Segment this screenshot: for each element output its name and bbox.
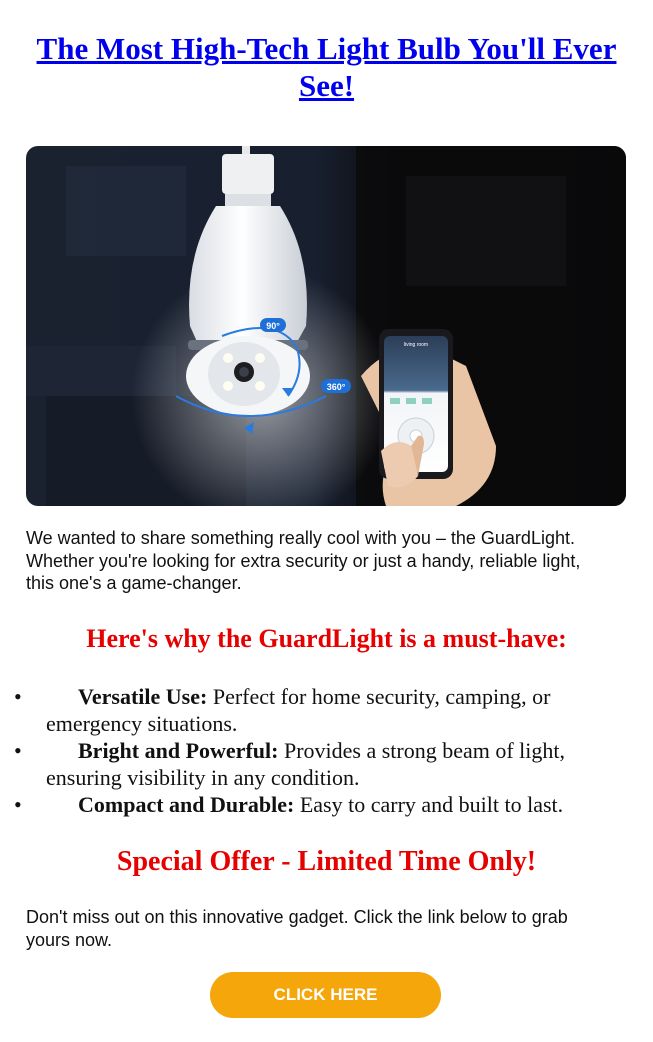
hero-illustration [26, 146, 626, 506]
feature-text: Perfect for home security, camping, or emergency situations. [46, 684, 551, 736]
headline [24, 30, 629, 104]
bullet-icon: • [14, 684, 22, 709]
features-heading: Here's why the GuardLight is a must-have: [86, 624, 567, 653]
click-here-button[interactable]: CLICK HERE [210, 972, 441, 1018]
feature-text: Easy to carry and built to last. [294, 792, 564, 817]
list-item [14, 683, 636, 737]
intro-text: We wanted to share something really cool with you – the GuardLight. Whether you're looking for extra security or just a handy, reliable light, this one's a game-changer. [26, 528, 581, 593]
cta-text: Don't miss out on this innovative gadget. Click the link below to grab yours now. [26, 907, 568, 950]
rotate-badge [321, 379, 351, 393]
feature-title: Compact and Durable: [78, 792, 295, 817]
tilt-badge [260, 318, 286, 332]
bullet-icon: • [14, 738, 22, 763]
bullet-icon: • [14, 792, 22, 817]
svg-text:360°: 360° [326, 382, 346, 392]
hero-image[interactable] [26, 146, 626, 506]
svg-text:living room: living room [403, 342, 429, 348]
offer-heading: Special Offer - Limited Time Only! [116, 846, 537, 877]
list-item [14, 737, 636, 791]
svg-text:90°: 90° [266, 321, 280, 331]
feature-title: Versatile Use: [78, 684, 208, 709]
list-item [14, 791, 636, 818]
feature-text: Provides a strong beam of light, ensuring visibility in any condition. [46, 738, 566, 790]
headline-link[interactable]: The Most High-Tech Light Bulb You'll Ever See! [36, 31, 617, 103]
features-list [14, 683, 636, 818]
feature-title: Bright and Powerful: [78, 738, 279, 763]
